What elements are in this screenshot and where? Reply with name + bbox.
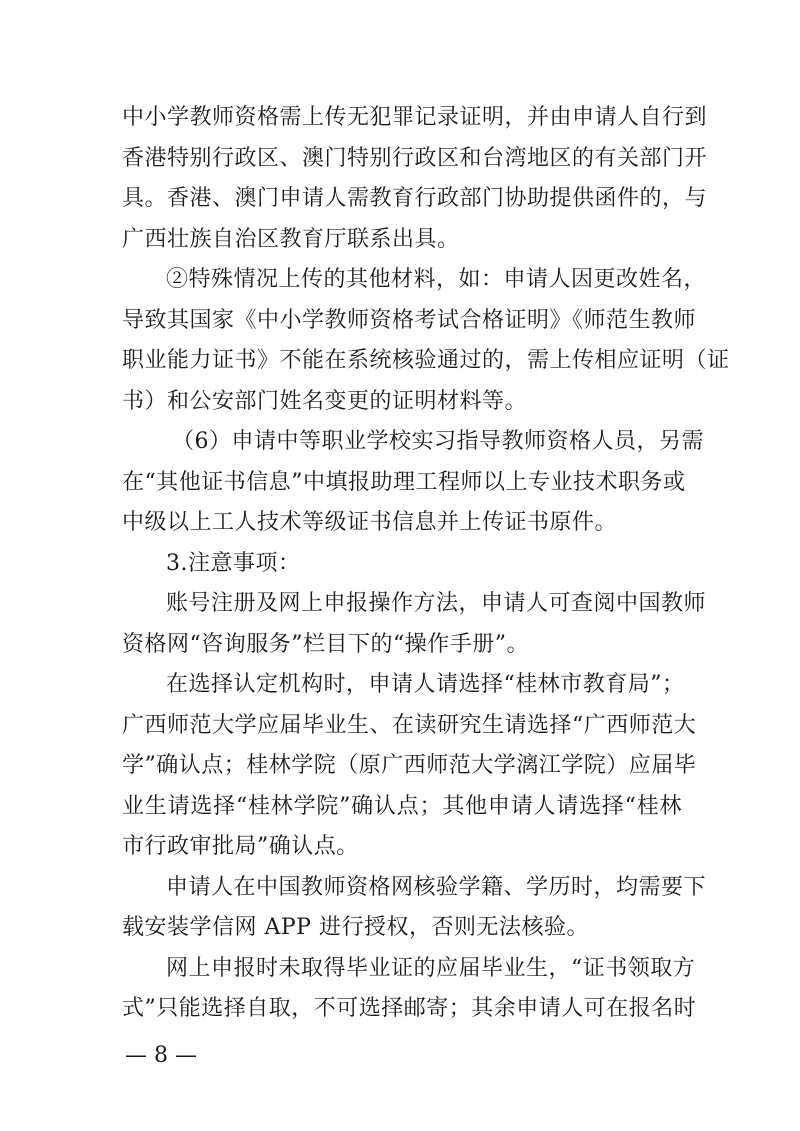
text-line: 书）和公安部门姓名变更的证明材料等。 bbox=[122, 388, 528, 414]
text-line: 学”确认点；桂林学院（原广西师范大学漓江学院）应届毕 bbox=[122, 753, 697, 778]
text-line: 具。香港、澳门申请人需教育行政部门协助提供函件的，与 bbox=[122, 186, 708, 211]
text-line: 网上申报时未取得毕业证的应届毕业生，“证书领取方 bbox=[166, 955, 696, 981]
text-line: 账号注册及网上申报操作方法，申请人可查阅中国教师 bbox=[166, 591, 707, 616]
text-line: 业生请选择“桂林学院”确认点；其他申请人请选择“桂林 bbox=[122, 793, 682, 819]
text-line: 广西师范大学应届毕业生、在读研究生请选择“广西师范大 bbox=[122, 712, 697, 738]
text-line: （6）申请中等职业学校实习指导教师资格人员，另需 bbox=[172, 429, 704, 454]
text-line: 式”只能选择自取，不可选择邮寄；其余申请人可在报名时 bbox=[122, 996, 697, 1021]
text-line: 导致其国家《中小学教师资格考试合格证明》《师范生教师 bbox=[122, 307, 697, 333]
text-line: 广西壮族自治区教育厅联系出具。 bbox=[122, 226, 460, 252]
text-line: 香港特别行政区、澳门特别行政区和台湾地区的有关部门开 bbox=[122, 145, 708, 171]
text-line: 载安装学信网 APP 进行授权，否则无法核验。 bbox=[122, 915, 589, 940]
text-line: 职业能力证书》不能在系统核验通过的，需上传相应证明（证 bbox=[122, 348, 730, 373]
text-line: 中小学教师资格需上传无犯罪记录证明，并由申请人自行到 bbox=[122, 105, 708, 130]
section-heading: 3.注意事项： bbox=[166, 550, 301, 576]
text-line: 资格网“咨询服务”栏目下的“操作手册”。 bbox=[122, 631, 529, 657]
text-line: 市行政审批局”确认点。 bbox=[122, 834, 359, 859]
text-line: ②特殊情况上传的其他材料，如：申请人因更改姓名， bbox=[166, 267, 707, 292]
page-number: — 8 — bbox=[125, 1043, 197, 1068]
document-body bbox=[122, 98, 730, 1030]
text-line: 申请人在中国教师资格网核验学籍、学历时，均需要下 bbox=[166, 874, 707, 900]
text-line: 中级以上工人技术等级证书信息并上传证书原件。 bbox=[122, 510, 618, 535]
text-line: 在选择认定机构时，申请人请选择“桂林市教育局”； bbox=[166, 672, 685, 697]
text-line: 在“其他证书信息”中填报助理工程师以上专业技术职务或 bbox=[122, 469, 686, 495]
